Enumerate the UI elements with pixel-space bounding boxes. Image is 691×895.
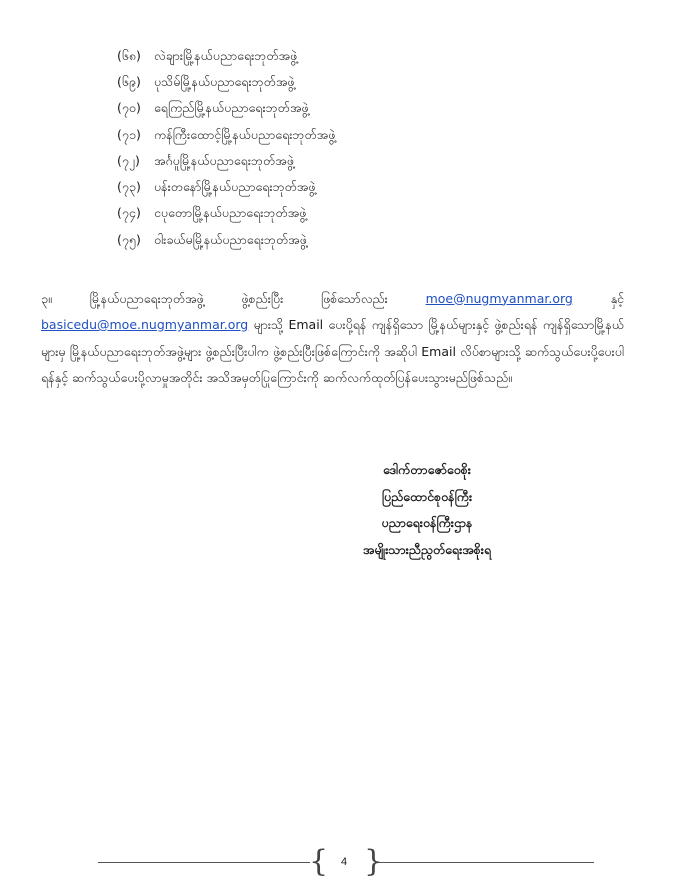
- list-item: [117, 228, 335, 254]
- signatory-name: ဒေါက်တာဇော်ဝေစိုး: [383, 462, 471, 477]
- list-item-text: ပန်းတနော်မြို့နယ်ပညာရေးဘုတ်အဖွဲ့: [154, 179, 316, 195]
- basicedu-email-link[interactable]: basicedu@moe.nugmyanmar.org: [41, 317, 249, 332]
- page-footer: [0, 843, 691, 883]
- list-item-number: (၇၅): [117, 231, 141, 247]
- list-item: [117, 175, 335, 201]
- footer-rule-right: [375, 862, 594, 863]
- list-item-text: ရေကြည်မြို့နယ်ပညာရေးဘုတ်အဖွဲ့: [154, 100, 309, 116]
- paragraph-text-body: များသို့ Email ပေးပို့ရန် ကျန်ရှိသော မြို့နယ်များနှင့် ဖွဲ့စည်းရန် ကျန်ရှိသောမြို့နယ်များမှ မြို့နယ်ပညာရေးဘုတ်အဖွဲ့များ ဖွဲ့စည်းပြီးပါက ဖွဲ့စည်းပြီးဖြစ်ကြောင်းကို အဆိုပါ Email လိပ်စာများသို့ ဆက်သွယ်ပေးပို့ပေးပါရန်နှင့် ဆက်သွယ်ပေးပို့လာမှုအတိုင်း အသိအမှတ်ပြုကြောင်းကို ဆက်လက်ထုတ်ပြန်ပေးသွားမည်ဖြစ်သည်။: [41, 317, 624, 385]
- list-item-number: (၇၂): [117, 152, 140, 168]
- list-item: [117, 70, 335, 96]
- list-item-number: (၆၉): [117, 73, 141, 89]
- township-board-list: [117, 44, 335, 254]
- signatory-title: ပြည်ထောင်စုဝန်ကြီး: [381, 488, 473, 504]
- list-item: [117, 97, 335, 123]
- list-item-text: ပုသိမ်မြို့နယ်ပညာရေးဘုတ်အဖွဲ့: [154, 73, 295, 89]
- left-brace-ornament: {: [309, 844, 329, 879]
- list-item-number: (၆၈): [117, 47, 141, 63]
- email-instruction-paragraph: [41, 286, 624, 392]
- list-item: [117, 149, 335, 175]
- paragraph-number: ၃။: [41, 290, 52, 306]
- right-brace-ornament: }: [364, 844, 384, 879]
- list-item-text: ငပုတောမြို့နယ်ပညာရေးဘုတ်အဖွဲ့: [154, 205, 307, 221]
- page-number: 4: [340, 856, 348, 868]
- list-item-text: လဲချားမြို့နယ်ပညာရေးဘုတ်အဖွဲ့: [154, 47, 298, 63]
- list-item-text: အင်္ဂပူမြို့နယ်ပညာရေးဘုတ်အဖွဲ့: [154, 152, 294, 168]
- signature-block: [340, 457, 514, 563]
- list-item-number: (၇၀): [117, 100, 141, 116]
- list-item-number: (၇၁): [117, 126, 141, 142]
- list-item: [117, 202, 335, 228]
- signatory-government: အမျိုးသားညီညွတ်ရေးအစိုးရ: [362, 541, 492, 557]
- moe-email-link[interactable]: moe@nugmyanmar.org: [425, 290, 573, 306]
- list-item-number: (၇၄): [117, 205, 141, 221]
- signatory-ministry: ပညာရေးဝန်ကြီးဌာန: [381, 515, 473, 530]
- list-item-number: (၇၃): [117, 179, 141, 195]
- list-item-text: ကန်ကြီးထောင့်မြို့နယ်ပညာရေးဘုတ်အဖွဲ့: [154, 126, 336, 142]
- list-item: [117, 44, 335, 70]
- paragraph-text-intro: မြို့နယ်ပညာရေးဘုတ်အဖွဲ့ ဖွဲ့စည်းပြီး ဖြစ်သော်လည်း: [89, 290, 388, 306]
- footer-rule-left: [98, 862, 310, 863]
- list-item: [117, 123, 335, 149]
- list-item-text: ဝါးခယ်မမြို့နယ်ပညာရေးဘုတ်အဖွဲ့: [154, 231, 307, 247]
- paragraph-text-and: နှင့်: [610, 290, 624, 306]
